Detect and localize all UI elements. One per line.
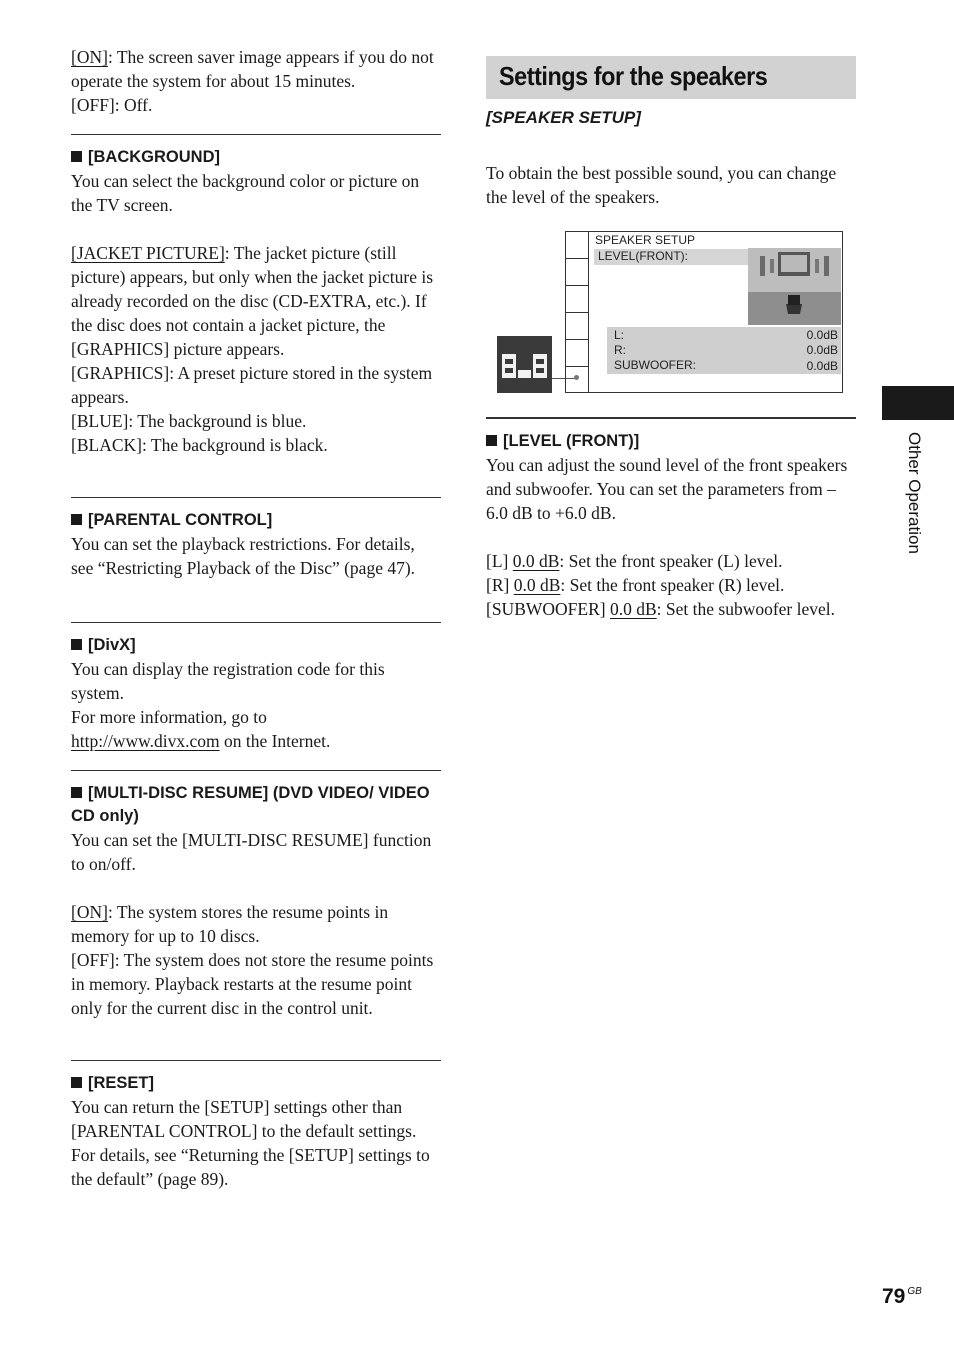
divx-heading: [DivX] bbox=[88, 636, 136, 654]
screen-saver-block bbox=[71, 45, 441, 117]
section-title: Settings for the speakers bbox=[499, 61, 768, 91]
l-default: 0.0 dB bbox=[512, 551, 560, 571]
reset-section bbox=[71, 1072, 441, 1191]
level-row-label: L: bbox=[614, 328, 625, 342]
level-row-value[interactable]: 0.0dB bbox=[806, 328, 838, 342]
square-bullet-icon bbox=[486, 435, 497, 446]
l-prefix: [L] bbox=[486, 551, 513, 571]
section-thumb-tab bbox=[882, 386, 954, 420]
section-title-bar bbox=[486, 56, 856, 99]
multi-disc-resume-section bbox=[71, 782, 441, 1020]
subwoofer-text: : Set the subwoofer level. bbox=[656, 599, 836, 619]
square-bullet-icon bbox=[71, 514, 82, 525]
divx-text: You can display the registration code for this system. bbox=[71, 659, 385, 703]
divider bbox=[71, 622, 441, 623]
jacket-picture-option: [JACKET PICTURE] bbox=[71, 243, 225, 263]
background-heading: [BACKGROUND] bbox=[88, 148, 220, 166]
divx-link[interactable]: http://www.divx.com bbox=[71, 731, 220, 751]
side-tab-label: Other Operation bbox=[905, 432, 924, 554]
r-prefix: [R] bbox=[486, 575, 514, 595]
speaker-setup-screen bbox=[565, 231, 843, 393]
parental-control-section bbox=[71, 509, 441, 580]
divx-link-suffix: on the Internet. bbox=[219, 731, 331, 751]
square-bullet-icon bbox=[71, 1077, 82, 1088]
level-front-section bbox=[486, 430, 856, 621]
reset-text: You can return the [SETUP] settings other than [PARENTAL CONTROL] to the default settings. For details, see “Returning the [SETUP] settings to the default” (page 89). bbox=[71, 1097, 430, 1189]
background-intro: You can select the background color or picture on the TV screen. bbox=[71, 171, 420, 215]
l-text: : Set the front speaker (L) level. bbox=[559, 551, 783, 571]
multi-disc-intro: You can set the [MULTI-DISC RESUME] function to on/off. bbox=[71, 830, 432, 874]
screen-menu-title: SPEAKER SETUP bbox=[595, 233, 696, 247]
r-text: : Set the front speaker (R) level. bbox=[560, 575, 785, 595]
divider bbox=[71, 770, 441, 771]
page-number-value: 79 bbox=[882, 1285, 906, 1308]
speaker-room-icon bbox=[748, 248, 841, 325]
r-default: 0.0 dB bbox=[513, 575, 561, 595]
divider bbox=[486, 417, 856, 419]
speaker-illustration bbox=[748, 248, 841, 325]
black-text: [BLACK]: The background is black. bbox=[71, 435, 328, 455]
level-row-label: SUBWOOFER: bbox=[614, 358, 697, 372]
level-values-panel bbox=[607, 327, 841, 374]
level-front-heading: [LEVEL (FRONT)] bbox=[503, 432, 640, 450]
parental-control-text: You can set the playback restrictions. For details, see “Restricting Playback of the Disc” (page 47). bbox=[71, 534, 416, 578]
setup-display-icon bbox=[497, 336, 552, 393]
graphics-text: [GRAPHICS]: A preset picture stored in the system appears. bbox=[71, 363, 433, 407]
divx-more-info: For more information, go to bbox=[71, 707, 267, 727]
screen-saver-on-text: : The screen saver image appears if you do not operate the system for about 15 minutes. bbox=[71, 47, 434, 91]
section-subtitle: [SPEAKER SETUP] bbox=[486, 108, 641, 127]
multi-disc-off-text: [OFF]: The system does not store the resume points in memory. Playback restarts at the resume point only for the current disc in the control unit. bbox=[71, 950, 434, 1018]
multi-disc-heading: [MULTI-DISC RESUME] (DVD VIDEO/ VIDEO CD only) bbox=[71, 784, 430, 825]
divider bbox=[71, 497, 441, 498]
screen-saver-on-option: [ON] bbox=[71, 47, 108, 67]
subwoofer-prefix: [SUBWOOFER] bbox=[486, 599, 610, 619]
page-number bbox=[882, 1285, 922, 1309]
square-bullet-icon bbox=[71, 151, 82, 162]
parental-control-heading: [PARENTAL CONTROL] bbox=[88, 511, 273, 529]
blue-text: [BLUE]: The background is blue. bbox=[71, 411, 307, 431]
selected-item-highlight[interactable] bbox=[594, 249, 748, 265]
background-section bbox=[71, 146, 441, 457]
square-bullet-icon bbox=[71, 639, 82, 650]
dot-icon bbox=[574, 375, 579, 380]
subwoofer-default: 0.0 dB bbox=[609, 599, 657, 619]
level-row-value[interactable]: 0.0dB bbox=[806, 343, 838, 357]
square-bullet-icon bbox=[71, 787, 82, 798]
multi-disc-on-option: [ON] bbox=[71, 902, 108, 922]
screen-saver-off-text: [OFF]: Off. bbox=[71, 95, 153, 115]
level-front-intro: You can adjust the sound level of the front speakers and subwoofer. You can set the parameters from –6.0 dB to +6.0 dB. bbox=[486, 455, 848, 523]
reset-heading: [RESET] bbox=[88, 1074, 154, 1092]
divider bbox=[71, 134, 441, 135]
divx-section bbox=[71, 634, 441, 753]
jacket-picture-text: : The jacket picture (still picture) appears, but only when the jacket picture is already recorded on the disc (CD-EXTRA, etc.). If the disc does not contain a jacket picture, the [GRAPHICS] picture appears. bbox=[71, 243, 434, 359]
page-suffix: GB bbox=[907, 1286, 922, 1297]
menu-icon-column bbox=[566, 232, 589, 392]
multi-disc-on-text: : The system stores the resume points in memory for up to 10 discs. bbox=[71, 902, 389, 946]
level-row-label: R: bbox=[614, 343, 626, 357]
screen-selected-item: LEVEL(FRONT): bbox=[598, 249, 689, 263]
level-row-value[interactable]: 0.0dB bbox=[806, 359, 838, 373]
speaker-intro: To obtain the best possible sound, you can change the level of the speakers. bbox=[486, 163, 837, 207]
divider bbox=[71, 1060, 441, 1061]
